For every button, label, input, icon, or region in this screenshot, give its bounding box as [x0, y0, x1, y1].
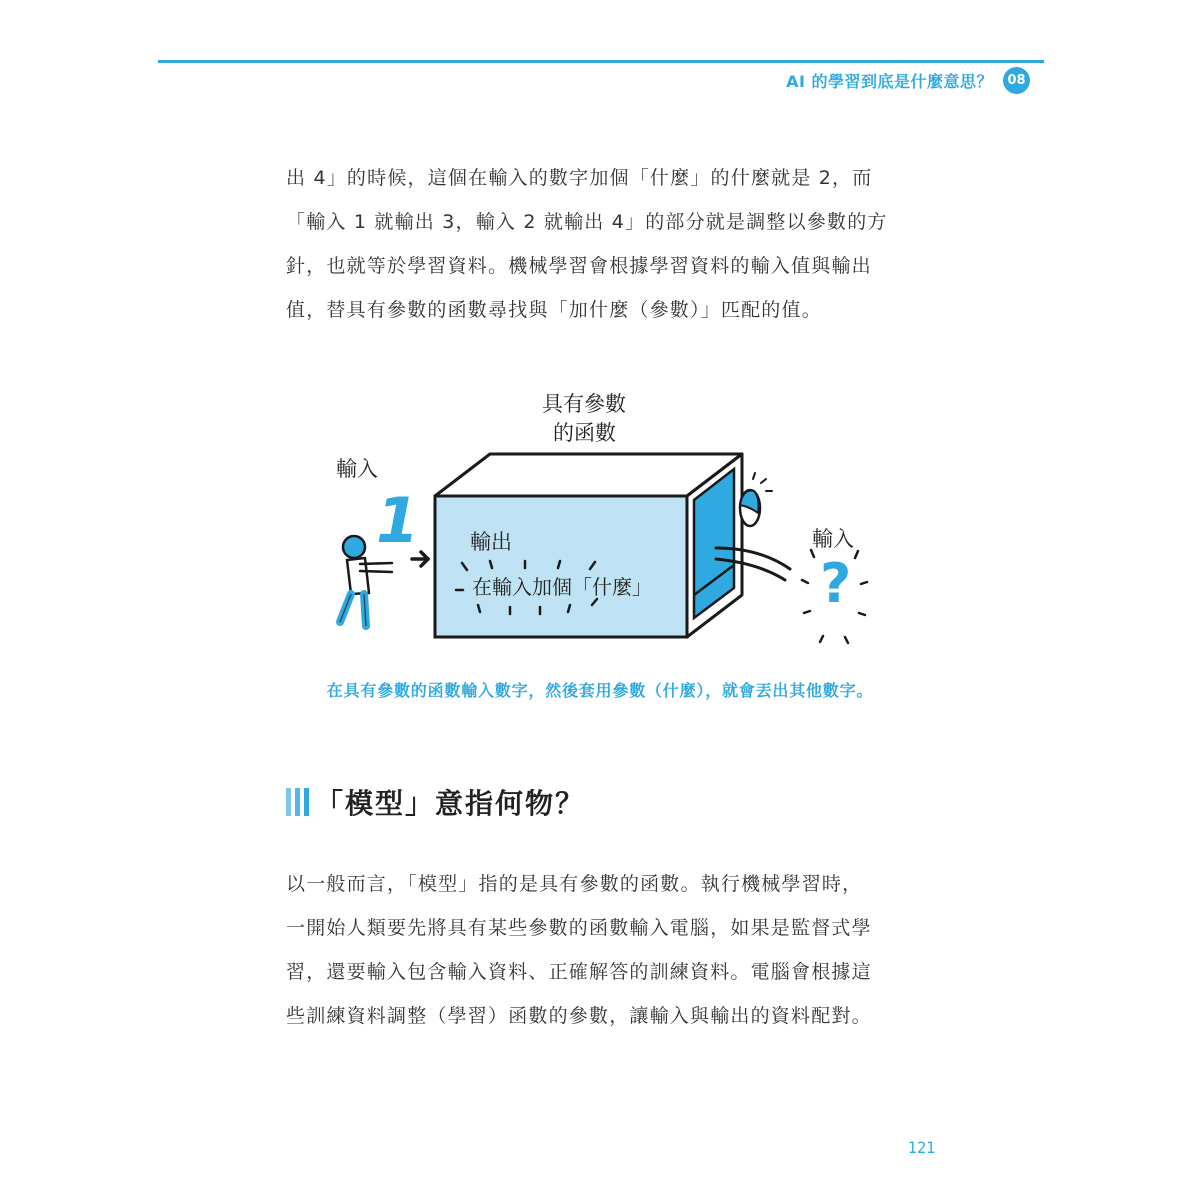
running-title: AI 的學習到底是什麼意思？ [786, 71, 993, 91]
paragraph-line: 以一般而言，「模型」指的是具有參數的函數。執行機械學習時， [286, 873, 863, 895]
paragraph-line: 些訓練資料調整（學習）函數的參數，讓輸入與輸出的資料配對。 [286, 1005, 872, 1027]
figure-caption: 在具有參數的函數輸入數字，然後套用參數（什麼），就會丟出其他數字。 [326, 681, 874, 700]
body-paragraph-1 [286, 156, 926, 332]
paragraph-line: 習，還要輸入包含輸入資料、正確解答的訓練資料。電腦會根據這 [286, 961, 872, 983]
paragraph-line: 出 4」的時候，這個在輸入的數字加個「什麼」的什麼就是 2，而 [286, 167, 873, 189]
box-label-line1: 具有參數 [542, 392, 626, 416]
output-label: 輸入 [812, 527, 854, 551]
box-front-face [435, 496, 687, 637]
input-number: 1 [376, 484, 420, 557]
paragraph-line: 針，也就等於學習資料。機械學習會根據學習資料的輸入值與輸出 [286, 255, 872, 277]
heading-bars-icon [286, 788, 309, 816]
output-symbol: ? [820, 552, 852, 615]
header-rule [158, 60, 1044, 63]
body-paragraph-2 [286, 862, 926, 1038]
function-box-illustration [320, 385, 880, 675]
inside-text: 在輸入加個「什麼」 [472, 575, 652, 599]
section-title: 「模型」意指何物？ [315, 787, 586, 820]
paragraph-line: 「輸入 1 就輸出 3，輸入 2 就輸出 4」的部分就是調整以參數的方 [286, 211, 888, 233]
paragraph-line: 值，替具有參數的函數尋找與「加什麼（參數）」匹配的值。 [286, 299, 822, 321]
running-head [786, 68, 1030, 92]
chapter-badge: 08 [1003, 67, 1030, 94]
page-number: 121 [908, 1138, 936, 1157]
paragraph-line: 一開始人類要先將具有某些參數的函數輸入電腦，如果是監督式學 [286, 917, 872, 939]
inside-label: 輸出 [470, 530, 512, 554]
section-heading [286, 780, 585, 824]
input-label: 輸入 [336, 457, 378, 481]
box-label-line2: 的函數 [553, 421, 616, 445]
